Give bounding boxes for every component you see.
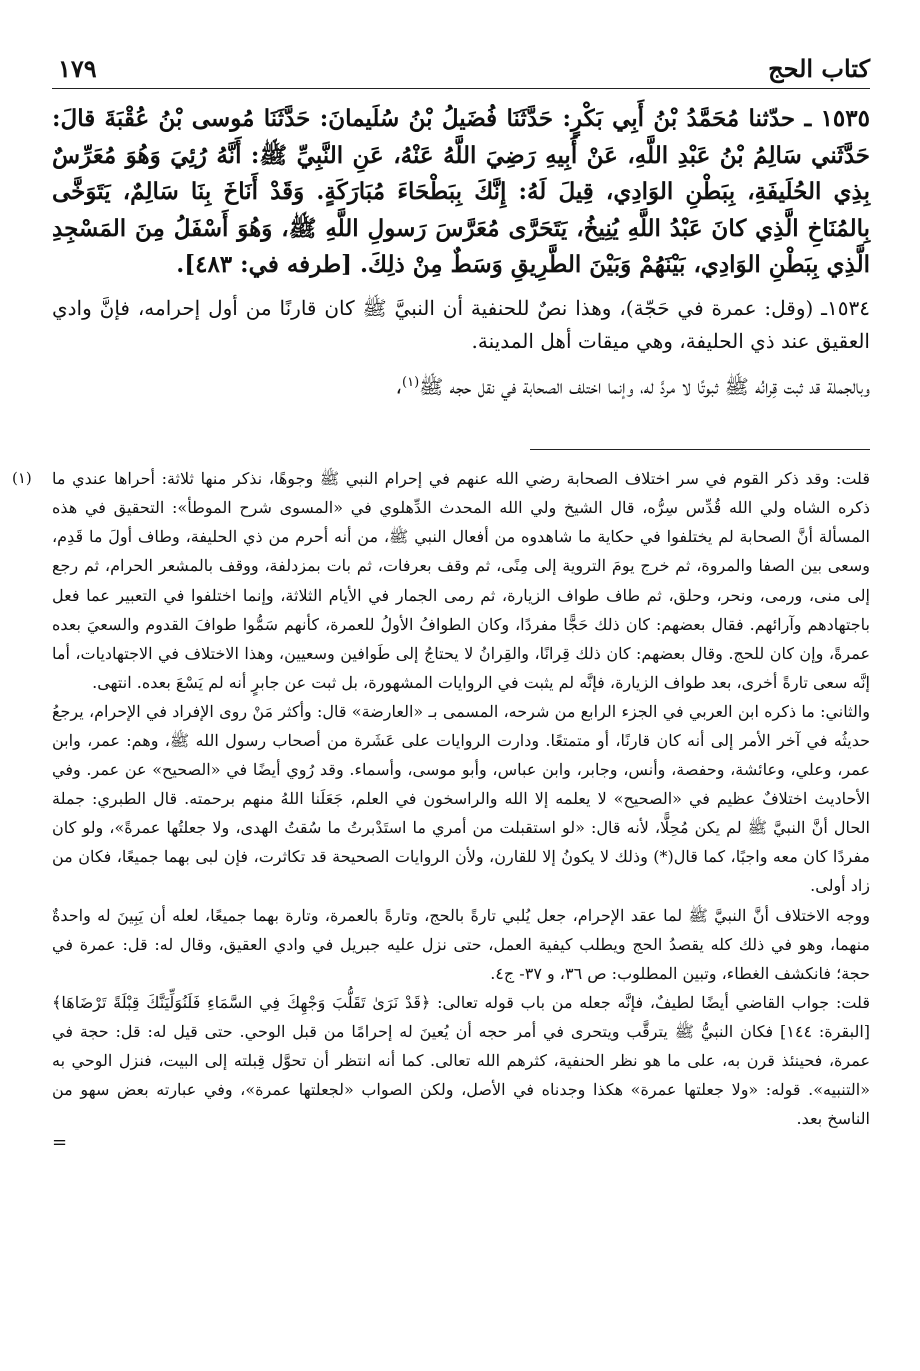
page-header — [52, 48, 870, 89]
commentary-paragraph-2 — [52, 366, 870, 404]
commentary-paragraph-1: ١٥٣٤ـ (وقل: عمرة في حَجّة)، وهذا نصٌ للحنفية أن النبيَّ ﷺ كان قارنًا من أول إحرامه، فإنَّ وادي العقيق عند ذي الحليفة، وهي ميقات أهل المدينة. — [52, 295, 870, 353]
commentary-paragraph-2-end: ، — [395, 374, 403, 399]
hadith-number: ١٥٣٥ — [820, 105, 870, 132]
commentary-paragraph-2-text: وبالجملة قد ثبت قِرانُه ﷺ ثبوتًا لا مردَّ له، وإنما اختلف الصحابة في نقل حجه ﷺ — [419, 374, 870, 399]
book-page — [12, 48, 871, 1338]
page-number: ١٧٩ — [58, 54, 97, 83]
book-title: كتاب الحج — [768, 54, 870, 83]
footnote-divider — [530, 449, 870, 450]
footnote-paragraph-3: ووجه الاختلاف أنَّ النبيَّ ﷺ لما عقد الإحرام، جعل يُلبي تارةً بالحج، وتارةً بالعمرة، وتارة بهما جميعًا، لعله أن يَبِينَ له واحدةٌ منهما، وهو في ذلك كله يقصدُ الحج ويطلب كيفية العمل، حتى نزل عليه جبريل في وادي العقيق، وقال له: قل: عمرة في حجة؛ فانكشف الغطاء، وتبين المطلوب: ص ٣٦، و ٣٧- ج٤. — [52, 905, 870, 983]
continuation-mark: = — [52, 1132, 68, 1154]
footnote-paragraph-4: قلت: جواب القاضي أيضًا لطيفٌ، فإنَّه جعله من باب قوله تعالى: ﴿قَدْ نَرَىٰ تَقَلُّبَ وَجْهِكَ فِي السَّمَاءِ فَلَنُوَلِّيَنَّكَ قِبْلَةً تَرْضَاهَا﴾ [البقرة: ١٤٤] فكان النبيُّ ﷺ يترقَّب ويتحرى في أمر حجه أن يُعينَ له إحرامًا من قبل الوحي. حتى قيل له: قل: حجة في عمرة، فحينئذ قرن به، على ما هو نظر الحنفية، كثرهم الله تعالى. كما أنه انتظر أن تحوَّل قِبلته إلى البيت، فنزل الوحي به «التنبيه». قوله: «ولا جعلتها عمرة» هكذا وجدناه في الأصل، ولكن الصواب «لجعلتها عمرة»، وفي عبارته بعض سهو من الناسخ بعد. — [52, 992, 871, 1129]
footnote-marker: (١) — [12, 469, 32, 488]
hadith-body: ـ حدّثنا مُحَمَّدُ بْنُ أَبِي بَكْرٍ: حَدَّثَنَا فُضَيلُ بْنُ سُلَيمانَ: حَدَّثَنَا مُوسى بْنُ عُقْبَةَ قالَ: حَدَّثَني سَالِمُ بْنُ عَبْدِ اللَّهِ، عَنْ أَبِيهِ رَضِيَ اللَّهُ عَنْهُ، عَنِ النَّبِيِّ ﷺ: أَنَّهُ رُئِيَ وَهُوَ مُعَرِّسٌ بِذِي الحُلَيفَةِ، بِبَطْنِ الوَادِي، قِيلَ لَهُ: إِنَّكَ بِبَطْحَاءَ مُبَارَكَةٍ. وَقَدْ أَنَاخَ بِنَا سَالِمٌ، يَتَوَخَّى بِالمُنَاخِ الَّذِي كانَ عَبْدُ اللَّهِ يُنِيخُ، يَتَحَرَّى مُعَرَّسَ رَسولِ اللَّهِ ﷺ، وَهُوَ أَسْفَلُ مِنَ المَسْجِدِ الَّذِي بِبَطْنِ الوَادِي، بَيْنَهُمْ وَبَيْنَ الطَّرِيقِ وَسَطٌ مِنْ ذلِكَ. — [52, 105, 870, 278]
footnote-paragraph-2: والثاني: ما ذكره ابن العربي في الجزء الرابع من شرحه، المسمى بـ «العارضة» قال: وأكثر مَنْ روى الإفراد في الإحرام، يرجعُ حديثُه في آخر الأمر إلى أنه كان قارنًا، أو متمتعًا. ودارت الروايات على عَشَرة من أصحاب رسول الله ﷺ، وهم: عمر، وابن عمر، وعلي، وعائشة، وحفصة، وأنس، وجابر، وابن عباس، وأبو موسى، وأسماء. وقد رُوي أيضًا في «الصحيح» عن عمر. وفي الأحاديث اختلافٌ عظيم في «الصحيح» لا يعلمه إلا الله والراسخون في العلم، جَعَلَنا اللهُ منهم برحمته. قال الطبري: جملة الحال أنَّ النبيَّ ﷺ لم يكن مُحِلًّا، لأنه قال: «لو استقبلت من أمري ما استَدْبرتُ ما سُقتُ الهدى، ولا جعلتُها عمرةً»، ولو كان مفردًا كان معه واجبًا، كما قال(*) وذلك لا يكونُ إلا للقارن، ولأن الروايات الصحيحة قد تكاثرت، فإن لبى بهما جميعًا، فكان من زاد أولى. — [52, 701, 871, 896]
footnote-reference[interactable]: (١) — [402, 374, 420, 390]
main-text — [52, 101, 870, 403]
cross-reference: [طرفه في: ٤٨٣]. — [176, 251, 353, 278]
footnote-paragraph-1: قلت: وقد ذكر القوم في سر اختلاف الصحابة رضي الله عنهم في إحرام النبي ﷺ وجوهًا، نذكر منها ثلاثة: أحراها عندي ما ذكره الشاه ولي الله قُدِّس سِرُّه، قال الشيخ ولي الله المحدث الدِّهلوي في «المسوى شرح الموطأ»: التحقيق في هذه المسألة أنَّ الصحابة لم يختلفوا في حكاية ما شاهدوه من أفعال النبي ﷺ، من أنه أحرم من ذي الحليفة، وطاف أولَ ما قَدِم، وسعى بين الصفا والمروة، ثم خرج يومَ التروية إلى مِنًى، ثم وقف بعرفات، ثم بات بمزدلفة، ووقف بالمشعر الحرام، ثم رجع إلى منى، ورمى، ونحر، وحلق، ثم طاف طواف الزيارة، ثم رمى الجمار في الأيام الثلاثة، وإنما اختلفوا في التعبير عما فعل باجتهادهم وآرائهم. فقال بعضهم: كان ذلك حَجًّا مفردًا، وكان الطوافُ الأولُ للعمرة، كأنهم سَمُّوا طوافَ القدوم والسعيَ بعده عمرةً، وإن كان للحج. وقال بعضهم: كان ذلك قِرانًا، والقِرانُ لا يحتاجُ إلى طَوافين وسعيين، وهذا الاختلاف في الاجتهاديات، أما إنَّه سعى تارةً أخرى، بعد طواف الزيارة، فإنَّه لم يثبت في الروايات المشهورة، بل ثبت عن جابرٍ أنه لم يَسْعَ بعده. انتهى. — [52, 469, 870, 692]
footnote-paragraph — [12, 464, 870, 697]
hadith-text — [52, 101, 870, 284]
footnotes — [12, 464, 871, 1154]
